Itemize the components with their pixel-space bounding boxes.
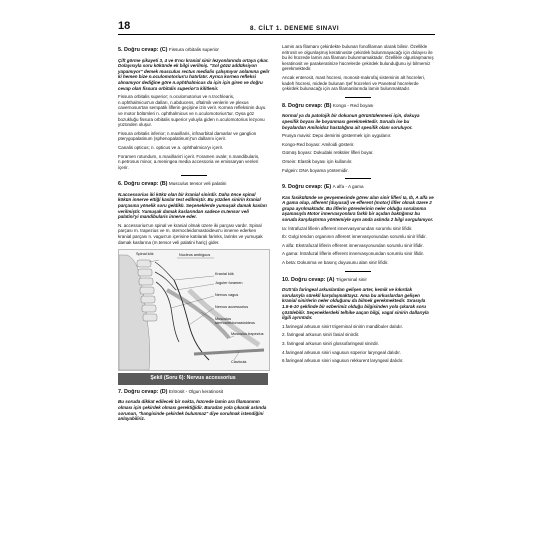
q10-item: 3. faringeal arkusun siniri glossofaringeal sinirdir. bbox=[282, 340, 380, 346]
q9-topic: A alfa - A gama bbox=[332, 184, 364, 190]
header-divider bbox=[118, 34, 435, 35]
label-nervus-accessorius: Nervus accessorius bbox=[215, 305, 249, 310]
q5-para2: Fissura orbitalis superior; n.oculomotorius ve n.trochlearis, n.ophthalmicus'un dalları, n.abducens, oftalmik venlerin ve plexus cavernosus'tan sempatik liflerin geçişine izin verir. Kornea refleksinin duyu ve motor bölümleri n. ophthalmicus ve n.oculomotorius'tur. Oysa göz bozukluğu fissura orbitalis superior yoluyla giden n.oculomotorius lezyonu yüzünden oluşur. bbox=[118, 94, 266, 128]
q5-para4: Canalis opticus; n. opticus ve a. ophthalmica'yı içerir. bbox=[118, 144, 224, 150]
q8-heading bbox=[282, 103, 434, 110]
q7-answer: 7. Doğru cevap: (D) bbox=[118, 388, 168, 395]
q10-item: 2. faringeal arkusun siniri fasial sinirdir. bbox=[282, 332, 360, 338]
q7-topic: Eritrosit - Olgun keratinosit bbox=[168, 388, 224, 394]
q9-item: A gama: İntrafuzal liflerin efferent innervasyonundan sorumlu sinir lifidir. bbox=[282, 251, 424, 257]
q8-item: Gümüş boyası: Dokudaki retiküler lifleri boyar. bbox=[282, 150, 374, 156]
right-column bbox=[282, 44, 434, 367]
label-trapezius: Musculus trapezius bbox=[231, 332, 264, 337]
q5-heading bbox=[118, 47, 270, 54]
q9-answer: 9. Doğru cevap: (E) bbox=[282, 184, 332, 191]
q5-para3: Fissura orbitalis inferior; n.maxillaris, infraorbital damarlar ve ganglion pterygopalatinum (sphenopalatinum)'un dallarını içerir. bbox=[118, 130, 257, 142]
q8-item: Kongo-Red boyası: Amiloidi gösterir. bbox=[282, 141, 355, 147]
q10-heading bbox=[282, 277, 434, 284]
q8-answer: 8. Doğru cevap: (B) bbox=[282, 102, 332, 109]
q9-heading bbox=[282, 184, 434, 191]
q8-item: Prusya mavisi: Depo demirini göstermek için uygulanır. bbox=[282, 133, 392, 139]
q8-item: Fulgein: DNA boyama yöntemidir. bbox=[282, 167, 349, 173]
separator bbox=[181, 175, 207, 176]
figure-caption: Şekil (Soru 6): Nervus accessorius bbox=[118, 373, 268, 385]
q10-item: 1.farinegal arkusun sinirI trigeminal sinirin mandibuler dalıdır. bbox=[282, 323, 404, 329]
q5-para5: Foramen rotundum, n.maxillaris'i içerir. Foramen ovale; n.mandibularis, n.petrosus minor, a.meningea media accessoria ve emissaryan venleri içerir. bbox=[118, 153, 260, 170]
q9-item: Ib: Golgi tendon organının afferent innervasyonundan sorumlu sinir lifidir. bbox=[282, 234, 427, 240]
q8-item: Orsein: Elastik boyası için kullanılır. bbox=[282, 158, 353, 164]
separator bbox=[345, 271, 371, 272]
header-title: 8. CİLT 1. DENEME SINAVI bbox=[250, 25, 340, 32]
q6-para2: N. accessorius'un spinal ve kranial olmak üzere iki parçası vardır. Spinal parçası m. trapezius ve m. sternocleidomastoideus'u innerve ederken kranial parçası n. vagus'un içerisine katılarak farinks, larinks ve yumuşak damak kaslarına (m.tensor veli palatini hariç) gider. bbox=[118, 222, 263, 245]
label-nervus-vagus: Nervus vagus bbox=[215, 293, 239, 298]
q7-continued-para1: Lamin ara filamanı çekirdekte bulunan fonofilaman olarak bilinir. Özellikle eritrosit ve olgunlaşmış keratinosite çekirdek bulunmayacağı için dolayısı ile bu iki hücrede lamin ara filamanı bulunmamaktadır. Özellikle olgunlaşmamış keratinosit ve parakeratinize hücrelerde çekirdek bulunduğunu iyi bilmemiz gerekmektedir. bbox=[282, 44, 434, 72]
q8-topic: Kongo - Red boyası bbox=[332, 102, 374, 108]
q10-answer: 10. Doğru cevap: (A) bbox=[282, 276, 335, 283]
q9-item: Ia: İntrafuzal lifierin afferent innervasyonundan sorumlu sinir lifidir. bbox=[282, 225, 413, 231]
left-column bbox=[118, 44, 270, 425]
anatomy-drawing bbox=[119, 250, 269, 370]
label-cranial-root: Kranial kök bbox=[215, 272, 234, 277]
q5-answer: 5. Doğru cevap: (C) bbox=[118, 47, 168, 53]
label-sternocleidomastoideus: Musculus sternocleidomastoideus bbox=[215, 317, 255, 326]
q6-topic: Musculus tensor veli palatini bbox=[168, 181, 227, 187]
page-number: 18 bbox=[118, 20, 131, 32]
q7-para1: Bu soruda dikkat edilecek bir nokta, hücrede lamin ara filamanının olması için çekirdek olması gerektiğidir. Buradan yola çıkarak aslında sorunun, "hangisinde çekirdek bulunmaz" diye sorulmak istendiğini anlayabiliriz. bbox=[118, 399, 267, 422]
q10-para1: DUS'da faringeal arkuslardan gelişen arter, kemik ve kıkırdak sorularıyla sürekli karşılaşmaktayız. Ama bu arkuslardan gelişen kranial sinirlerin neler olduğunu da bilmek gerekmektedir. Sırasıyla 1.5-6-10 şeklinde bir ezberimiz olduğu bilgisinden yola çıkarak soru çözülebilir. Seçeneklerdeki telhike aaçan bilgi, vagal sinirin dallarıyla ilgili ayrıntıdır. bbox=[282, 287, 429, 321]
label-clavicula: Clavicula bbox=[231, 360, 247, 365]
q6-answer: 6. Doğru cevap: (B) bbox=[118, 181, 168, 188]
q9-item: A beta: Dokunma ve basınç duyusunu alan sinir lifidir. bbox=[282, 260, 389, 266]
q9-item: A alfa: Ekstrafuzal liflerin efferent innervasyonundan sorumlu sinir lifidir. bbox=[282, 242, 424, 248]
q5-para1: Çift görme şikayeti 3, 4 ve 6'ncı kranial sinir lezyonlarında ortaya çıkar. Dolayısıyla soru kökünde ek bilgi verilmiş. "Sol gözü addüksiyon yapamıyor" demek musculus rectus medialis çalışmıyor anlamına gelir ki hemen bize n.oculomotorius'u hatırlatır. Ayrıca kornea refleksi alınamıyor dediğine göre n.ophthalmicus da için için giren ve doğru cevap olan fissura orbitalis superior'a kilitlenir. bbox=[118, 57, 270, 91]
accessory-nerve-figure bbox=[118, 249, 270, 371]
separator bbox=[345, 178, 371, 179]
label-spinal-root: Spinal kök bbox=[136, 252, 154, 257]
q6-heading bbox=[118, 181, 270, 188]
q7-continued-para2: Ancak enterosit, mast hücresi, monosit-makrofaj sisteminin alt hücreleri, kadeh hücresi, midede bulunan Şef hücreleri ve Paneteal hücrelerde çekirdek bulunacağı için ara filamanlarında lamin bulunmaktadır. bbox=[282, 74, 426, 92]
q6-para1: N.accessorius iki kökü olan bir kranial sinirdir. Daha önce spinal kökün innerve ettiği kaslar test edilmiştir. Bu yüzden sinirin kranial parçasına yönelik soru geldiklı. Seçeneklerde yumuşak damak kasları verilmiştir. Yumuşak damak kaslarından sadece m.tensor veli palatini'yi mandibularis innerve eder. bbox=[118, 191, 267, 220]
label-jugular-foramen: Juguler foramen bbox=[215, 281, 243, 286]
separator bbox=[345, 97, 371, 98]
q9-para1: Kas fasikülünde ve gevşemesinde görev alan sinir lifleri Ia, Ib, A alfa ve A gama olup, afferent (duyusal) ve efferent (motor) lifler olmak üzere 2 grupa ayrılmaktadır. Bu liflerin görevlerinin neler olduğu sorulanma aşamasıyla Motor innervasyonlara farklı bir açıdan baktığımız bu soruda karşılaştırma yöntemiyle aynı anda aslında 2 bilgi sorgulanıyor. bbox=[282, 194, 434, 223]
q8-para1: Normal ya da patolojik bir dokunun görüntülenmesi için, dokuya spesifik boyası ile boyanması gerekmektedir. Soruda ise bu boyalardan Amiloidoz hastalığına ait spesifik olanı soruluyor. bbox=[282, 113, 420, 130]
label-nucleus-ambiguus: Nucleus ambiguus bbox=[179, 253, 211, 258]
q10-item: 6.faringeal arkusun siniri vagusun rekkurent laryngeal dalıdır. bbox=[282, 358, 404, 364]
q5-topic: Fissura orbitalis superior bbox=[168, 47, 219, 52]
q7-heading bbox=[118, 389, 270, 396]
q10-topic: Trigeminal sinir bbox=[335, 276, 367, 282]
q10-item: 4.faringeal arkusun siniri vagusun süperior laryngeal dalıdır. bbox=[282, 349, 401, 355]
